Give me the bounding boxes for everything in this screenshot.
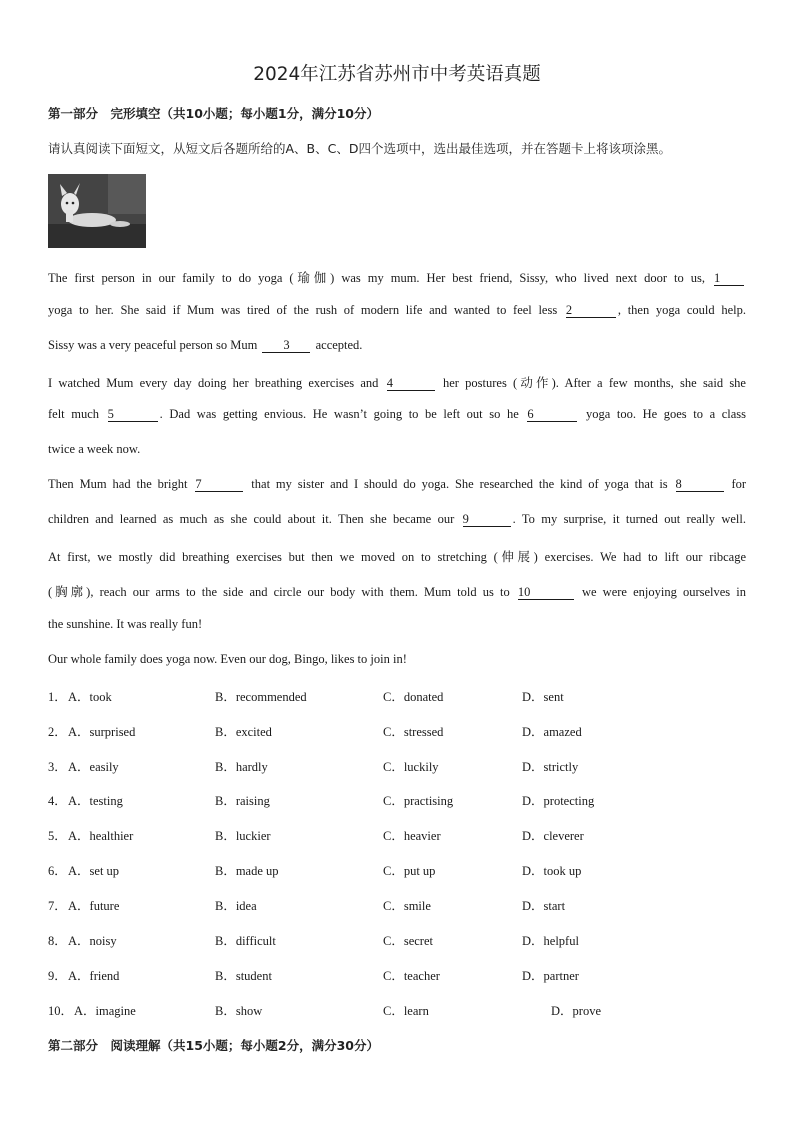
passage-text: that my sister and I should do yoga. She researched the kind of yoga that is	[251, 477, 668, 491]
option-d[interactable]: D．partner	[522, 969, 579, 983]
option-a[interactable]: A．future	[68, 899, 120, 913]
passage-text: the sunshine. It was really fun!	[48, 617, 203, 631]
option-b[interactable]: B．luckier	[215, 829, 271, 843]
passage-text: Sissy was a very peaceful person so Mum	[48, 338, 258, 352]
option-a[interactable]: A．imagine	[74, 1004, 136, 1018]
option-a[interactable]: A．took	[68, 690, 112, 704]
passage-text: felt much	[48, 407, 100, 421]
passage-text: . To my surprise, it turned out really well.	[512, 512, 746, 526]
blank-5: 5	[108, 408, 158, 422]
passage-line-5	[48, 407, 746, 422]
question-number: 8．	[48, 934, 67, 948]
passage-text: yoga to her. She said if Mum was tired of the rush of modern life and wanted to feel less	[48, 303, 558, 317]
option-b[interactable]: B．idea	[215, 899, 257, 913]
passage-text: accepted.	[315, 338, 363, 352]
passage-text: . Dad was getting envious. He wasn’t going to be left out so he	[159, 407, 519, 421]
option-d[interactable]: D．protecting	[522, 794, 595, 808]
question-row	[48, 757, 768, 773]
passage-line-2	[48, 303, 746, 318]
option-c[interactable]: C．donated	[383, 690, 444, 704]
blank-3: 3	[262, 339, 310, 353]
option-c[interactable]: C．teacher	[383, 969, 440, 983]
question-row	[48, 931, 768, 947]
passage-line-7	[48, 477, 746, 492]
question-row	[48, 826, 768, 842]
question-row	[48, 791, 768, 807]
option-b[interactable]: B．recommended	[215, 690, 307, 704]
option-d[interactable]: D．helpful	[522, 934, 579, 948]
passage-text: we were enjoying ourselves in	[581, 585, 746, 599]
option-d[interactable]: D．cleverer	[522, 829, 584, 843]
section1-instruction: 请认真阅读下面短文，从短文后各题所给的A、B、C、D四个选项中，选出最佳选项，并在答题卡上将该项涂黑。	[48, 141, 671, 156]
option-d[interactable]: D．strictly	[522, 760, 579, 774]
blank-4: 4	[387, 377, 435, 391]
blank-6: 6	[527, 408, 577, 422]
option-b[interactable]: B．hardly	[215, 760, 268, 774]
passage-line-12	[48, 652, 407, 667]
question-number: 2．	[48, 725, 67, 739]
passage-text: The first person in our family to do yoga (瑜伽) was my mum. Her best friend, Sissy, who lived next door to us,	[48, 271, 706, 285]
option-a[interactable]: A．healthier	[68, 829, 134, 843]
question-number: 5．	[48, 829, 67, 843]
option-b[interactable]: B．show	[215, 1004, 263, 1018]
passage-text: Then Mum had the bright	[48, 477, 188, 491]
option-b[interactable]: B．excited	[215, 725, 272, 739]
question-number: 4．	[48, 794, 67, 808]
option-a[interactable]: A．easily	[68, 760, 119, 774]
passage-line-9	[48, 547, 746, 565]
passage-line-1	[48, 268, 746, 286]
option-c[interactable]: C．learn	[383, 1004, 429, 1018]
blank-10: 10	[518, 586, 574, 600]
passage-text: At first, we mostly did breathing exercises but then we moved on to stretching (伸展) exercises. We had to lift our ribcage	[48, 550, 746, 564]
passage-line-3	[48, 338, 362, 353]
question-row	[48, 687, 768, 703]
passage-line-4	[48, 373, 746, 391]
blank-2: 2	[566, 304, 616, 318]
blank-8: 8	[676, 478, 724, 492]
option-d[interactable]: D．sent	[522, 690, 564, 704]
option-d[interactable]: D．took up	[522, 864, 582, 878]
option-b[interactable]: B．student	[215, 969, 272, 983]
option-a[interactable]: A．set up	[68, 864, 120, 878]
option-d[interactable]: D．start	[522, 899, 566, 913]
section1-heading: 第一部分 完形填空（共10小题；每小题1分，满分10分）	[48, 106, 379, 121]
blank-7: 7	[195, 478, 243, 492]
option-b[interactable]: B．raising	[215, 794, 270, 808]
option-b[interactable]: B．made up	[215, 864, 279, 878]
passage-text: her postures (动作). After a few months, she said she	[442, 376, 746, 390]
option-a[interactable]: A．surprised	[68, 725, 136, 739]
passage-text: Our whole family does yoga now. Even our dog, Bingo, likes to join in!	[48, 652, 407, 666]
question-number: 7．	[48, 899, 67, 913]
section2-heading: 第二部分 阅读理解（共15小题；每小题2分，满分30分）	[48, 1038, 379, 1053]
yoga-dog-illustration	[48, 174, 146, 248]
option-d[interactable]: D．amazed	[522, 725, 582, 739]
blank-1: 1	[714, 272, 744, 286]
option-c[interactable]: C．put up	[383, 864, 436, 878]
passage-line-10	[48, 582, 746, 600]
question-number: 10．	[48, 1004, 74, 1018]
option-c[interactable]: C．practising	[383, 794, 454, 808]
option-a[interactable]: A．friend	[68, 969, 120, 983]
passage-text: (胸廓), reach our arms to the side and circle our body with them. Mum told us to	[48, 585, 510, 599]
question-row	[48, 896, 768, 912]
passage-text: I watched Mum every day doing her breathing exercises and	[48, 376, 379, 390]
passage-line-6	[48, 442, 140, 457]
option-b[interactable]: B．difficult	[215, 934, 276, 948]
passage-text: , then yoga could help.	[617, 303, 746, 317]
option-c[interactable]: C．secret	[383, 934, 433, 948]
question-row	[48, 1001, 768, 1017]
option-c[interactable]: C．luckily	[383, 760, 439, 774]
yoga-dog-photo	[48, 174, 146, 248]
passage-line-11	[48, 617, 202, 632]
question-row	[48, 722, 768, 738]
passage-text: twice a week now.	[48, 442, 141, 456]
question-number: 9．	[48, 969, 67, 983]
option-d[interactable]: D．prove	[551, 1004, 601, 1018]
blank-9: 9	[463, 513, 511, 527]
passage-text: yoga too. He goes to a class	[585, 407, 747, 421]
passage-text: children and learned as much as she could about it. Then she became our	[48, 512, 455, 526]
option-a[interactable]: A．testing	[68, 794, 123, 808]
question-number: 6．	[48, 864, 67, 878]
option-c[interactable]: C．smile	[383, 899, 431, 913]
question-number: 3．	[48, 760, 67, 774]
question-number: 1．	[48, 690, 67, 704]
question-row	[48, 861, 768, 877]
option-c[interactable]: C．stressed	[383, 725, 444, 739]
passage-text: for	[731, 477, 747, 491]
option-a[interactable]: A．noisy	[68, 934, 117, 948]
option-c[interactable]: C．heavier	[383, 829, 441, 843]
passage-line-8	[48, 512, 746, 527]
question-row	[48, 966, 768, 982]
page-title: 2024年江苏省苏州市中考英语真题	[253, 64, 541, 85]
